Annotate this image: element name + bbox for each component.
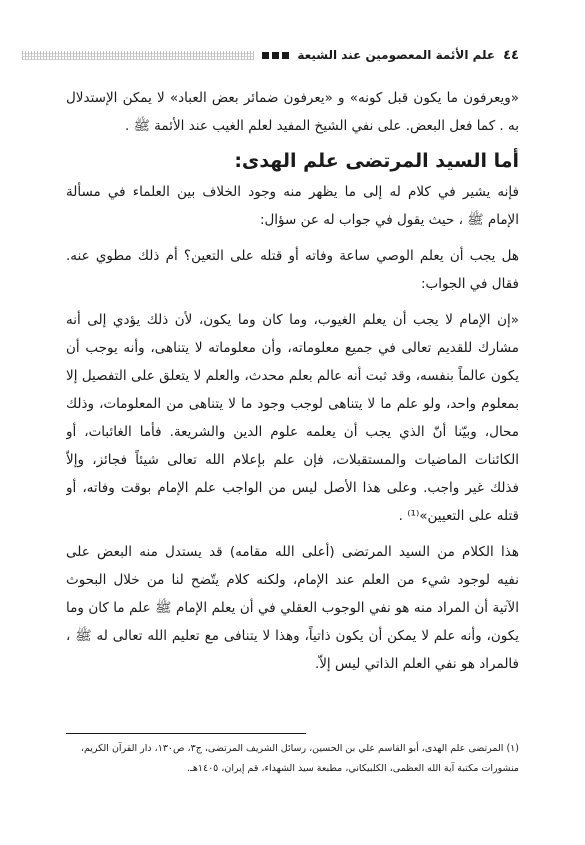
text-line: هل يجب أن يعلم الوصي ساعة وفاته أو قتله على التعين؟ أم ذلك مطوي عنه. <box>66 248 519 264</box>
text-line: بمعلوم واحد، ولو علم ما لا يتناهى لوجب وجود ما لا يتناهى من المعلومات، وذلك <box>66 396 519 412</box>
text-line: «إن الإمام لا يجب أن يعلم الغيوب، وما كان وما يكون، لأن ذلك يؤدي إلى أنه <box>66 312 519 328</box>
paragraph-intro <box>66 178 519 234</box>
section-heading: أما السيد المرتضى علم الهدى: <box>234 150 519 172</box>
text-line: فذلك غير واجب. وعلى هذا الأصل ليس من الواجب علم الإمام بوقت وفاته، أو <box>66 480 519 496</box>
header-dotted-rule <box>22 51 254 60</box>
text-line: فالمراد هو نفي العلم الذاتي ليس إلاّ. <box>314 656 519 672</box>
text-line: نفيه لوجود شيء من العلم عند الإمام، ولكنه كلام يتّضح لنا من خلال البحوث <box>66 572 519 588</box>
main-text <box>66 84 519 678</box>
text-line: به . كما فعل البعض. على نفي الشيخ المفيد لعلم الغيب عند الأئمة ﷺ . <box>125 118 519 134</box>
footnote-line: منشورات مكتبة آية الله العظمى، الكلبيكاني، مطبعة سيد الشهداء، قم إيران، ١٤٠٥هـ. <box>187 763 519 774</box>
footnotes <box>40 739 519 779</box>
paragraph-commentary <box>66 538 519 678</box>
text-line: الآتية أن المراد منه هو نفي الوجوب العقلي في أن يعلم الإمام ﷺ علم ما كان وما <box>66 600 519 616</box>
text-line: فقال في الجواب: <box>420 276 519 292</box>
text-line: «ويعرفون ما يكون قبل كونه» و «يعرفون ضمائر بعض العباد» لا يمكن الإستدلال <box>66 90 519 106</box>
text-line: الكائنات الماضيات والمستقبلات، فإن علم بإعلام الله تعالى شيئاً فجائز، وإلاّ <box>66 452 519 468</box>
footnote-divider <box>66 733 306 734</box>
header-ornament <box>262 52 289 59</box>
page-number: ٤٤ <box>503 47 519 63</box>
paragraph-question <box>66 242 519 298</box>
text-line: يكون، وأنه علم لا يمكن أن يكون ذاتياً، وهذا لا يتنافى مع تعليم الله تعالى له ﷺ ، <box>66 628 519 644</box>
paragraph-quote-continuation <box>66 84 519 140</box>
paragraph-answer-quote <box>66 306 519 530</box>
text-line: مشارك للقديم تعالى في جميع معلوماته، وأن معلوماته لا يتناهى، وأنه يوجب أن <box>66 340 519 356</box>
text-line: قتله على التعيين»⁽¹⁾ . <box>398 508 519 524</box>
text-line: فإنه يشير في كلام له إلى ما يظهر منه وجود الخلاف بين العلماء في مسألة <box>66 184 519 200</box>
footnote-line: (١) المرتضى علم الهدى، أبو القاسم علي بن الحسين، رسائل الشريف المرتضى، ج٣، ص١٣٠، دار القرآن الكريم، <box>80 743 519 754</box>
running-title: علم الأئمة المعصومين عند الشيعة <box>297 48 496 62</box>
text-line: يكون عالماً بنفسه، وقد ثبت أنه عالم بعلم محدث، والعلم لا يتعلق على التفصيل إلا <box>66 368 519 384</box>
text-line: هذا الكلام من السيد المرتضى (أعلى الله مقامه) قد يستدل منه البعض على <box>66 544 519 560</box>
running-header <box>22 44 519 66</box>
text-line: الإمام ﷺ ، حيث يقول في جواب له عن سؤال: <box>259 212 519 228</box>
text-line: محال، وبيّنا أنّ الذي يجب أن يعلمه علوم الدين والشريعة. فأما الغائبات، أو <box>66 424 519 440</box>
